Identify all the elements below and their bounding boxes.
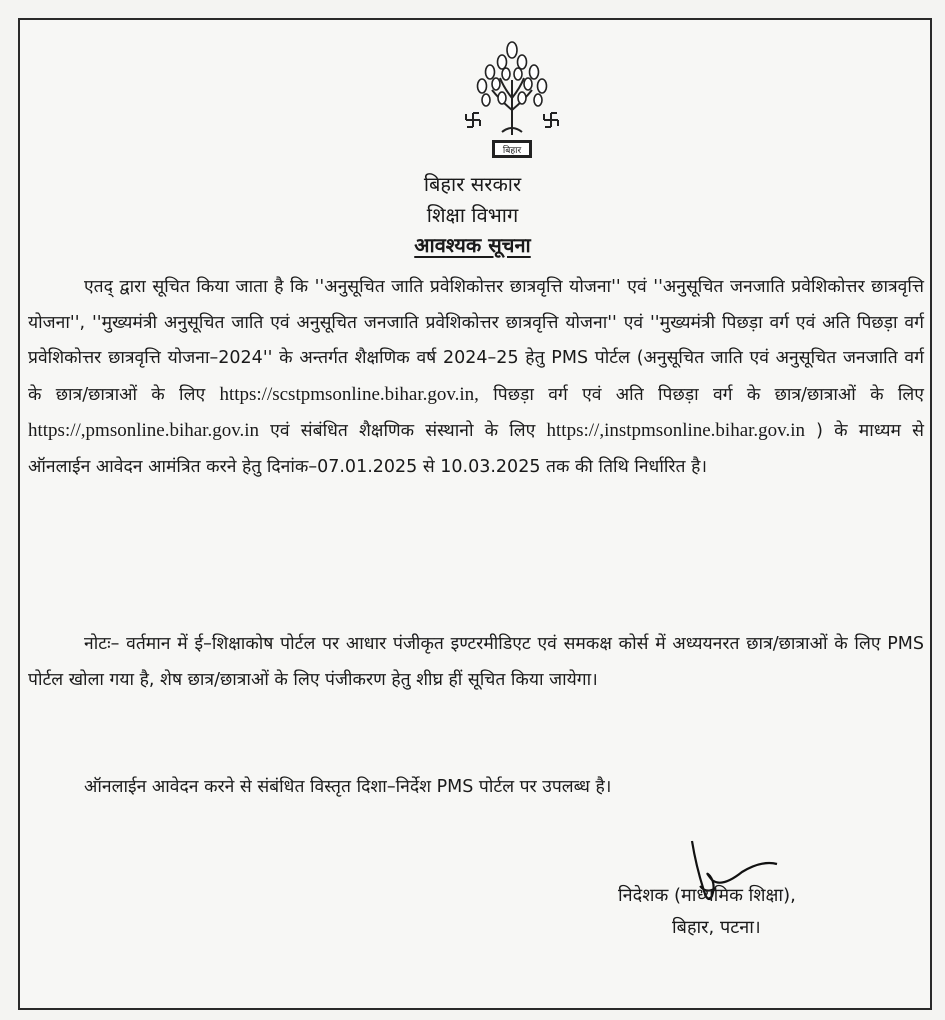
notice-note: नोटः– वर्तमान में ई–शिक्षाकोष पोर्टल पर आधार पंजीकृत इण्टरमीडिएट एवं समकक्ष कोर्स में अध्ययनरत छात्र/छात्राओं के लिए PMS पोर्टल खोला गया है, शेष छात्र/छात्राओं के लिए पंजीकरण हेतु शीघ्र हीं सूचित किया जायेगा। [28,634,924,690]
bihar-emblem-icon [462,40,562,164]
notice-title: आवश्यक सूचना [414,233,531,257]
obc-portal-link[interactable]: https://,pmsonline.bihar.gov.in [28,420,259,442]
signature-scribble-icon [682,836,792,926]
notice-page [18,18,932,1010]
main-text-part-a: एतद् द्वारा सूचित किया जाता है कि ''अनुसूचित जाति प्रवेशिकोत्तर छात्रवृत्ति योजना'' एवं ''अनुसूचित जनजाति प्रवेशिकोत्तर छात्रवृत्ति योजना'', ''मुख्यमंत्री अनुसूचित जाति एवं अनुसूचित जनजाति प्रवेशिकोत्तर छात्रवृत्ति योजना'' एवं ''मुख्यमंत्री पिछड़ा वर्ग एवं अति पिछड़ा वर्ग प्रवेशिकोत्तर छात्रवृत्ति योजना–2024'' के अन्तर्गत शैक्षणिक वर्ष 2024–25 हेतु PMS पोर्टल (अनुसूचित जाति एवं अनुसूचित जनजाति वर्ग के छात्र/छात्राओं के लिए [28,277,924,405]
notice-paragraph-main [28,270,924,486]
scst-portal-link[interactable]: https://scstpmsonline.bihar.gov.in, [219,383,479,405]
signatory-location: बिहार, पटना। [672,917,761,938]
department-name: शिक्षा विभाग [426,203,519,227]
main-text-part-b: पिछड़ा वर्ग एवं अति पिछड़ा वर्ग के छात्र/छात्राओं के लिए [493,384,924,405]
government-name: बिहार सरकार [423,172,522,196]
notice-guidelines: ऑनलाईन आवेदन करने से संबंधित विस्तृत दिशा–निर्देश PMS पोर्टल पर उपलब्ध है। [84,777,612,797]
emblem-label: बिहार [502,146,522,156]
main-text-part-c: एवं संबंधित शैक्षणिक संस्थानो के लिए [270,421,536,442]
signatory-designation: निदेशक (माध्यमिक शिक्षा), [618,885,796,906]
institution-portal-link[interactable]: https://,instpmsonline.bihar.gov.in [546,420,805,442]
main-text-part-d: ) के माध्यम से ऑनलाईन आवेदन आमंत्रित करने हेतु दिनांक–07.01.2025 से 10.03.2025 तक की तिथि निर्धारित है। [28,421,924,477]
